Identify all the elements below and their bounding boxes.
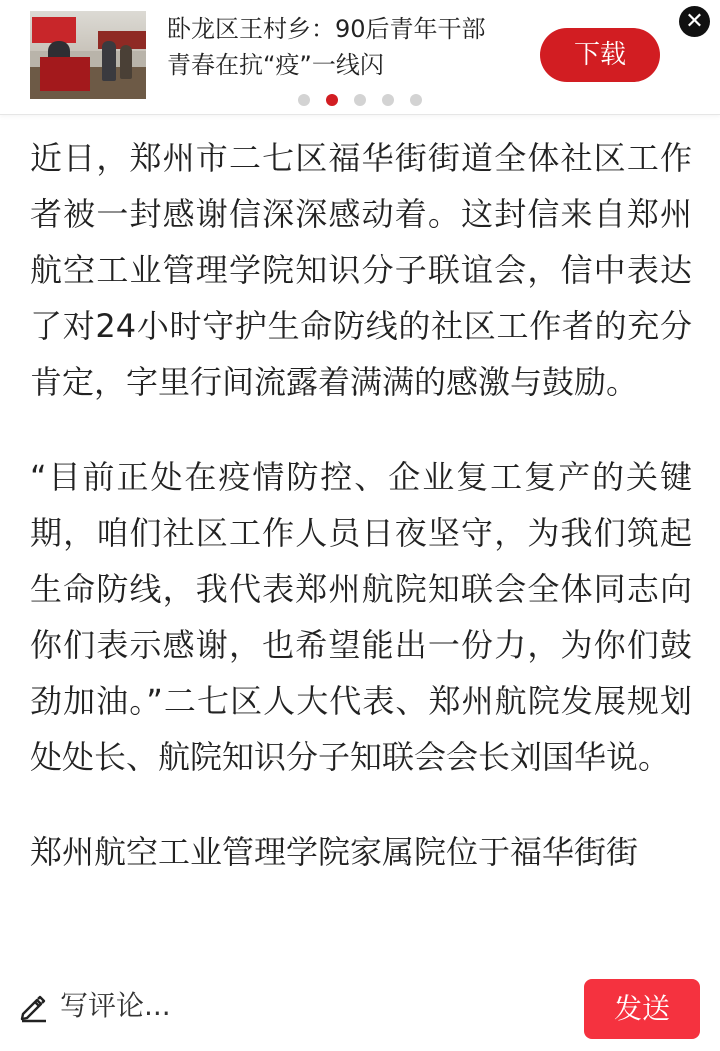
carousel-dot[interactable] <box>298 94 310 106</box>
carousel-dot[interactable] <box>354 94 366 106</box>
thumbnail-person <box>120 45 132 79</box>
thumbnail-person <box>102 41 116 81</box>
carousel-indicator <box>298 94 422 106</box>
thumbnail-red-tent <box>32 17 76 43</box>
article-paragraph: 近日，郑州市二七区福华街街道全体社区工作者被一封感谢信深深感动着。这封信来自郑州航空工业管理学院知识分子联谊会，信中表达了对24小时守护生命防线的社区工作者的充分肯定，字里行间流露着满满的感激与鼓励。 <box>30 139 692 401</box>
download-button[interactable]: 下载 <box>540 28 660 82</box>
carousel-dot[interactable] <box>382 94 394 106</box>
app-download-banner[interactable] <box>0 0 720 115</box>
carousel-dot-active[interactable] <box>326 94 338 106</box>
article-paragraph: “目前正处在疫情防控、企业复工复产的关键期，咱们社区工作人员日夜坚守，为我们筑起生命防线，我代表郑州航院知联会全体同志向你们表示感谢，也希望能出一份力，为你们鼓劲加油。”二七区人大代表、郑州航院发展规划处处长、航院知识分子知联会会长刘国华说。 <box>30 458 692 776</box>
banner-headline[interactable]: 卧龙区王村乡：90后青年干部 青春在抗“疫”一线闪 <box>167 15 486 79</box>
comment-bar <box>0 960 720 1051</box>
article-body <box>30 130 692 958</box>
send-button[interactable]: 发送 <box>584 979 700 1039</box>
article-paragraph: 郑州航空工业管理学院家属院位于福华街街 <box>30 833 639 871</box>
comment-input[interactable]: 写评论... <box>60 989 171 1022</box>
thumbnail-table <box>40 57 90 91</box>
pen-icon <box>18 991 50 1023</box>
close-icon[interactable]: ✕ <box>679 6 710 37</box>
news-thumbnail[interactable] <box>30 11 146 99</box>
carousel-dot[interactable] <box>410 94 422 106</box>
